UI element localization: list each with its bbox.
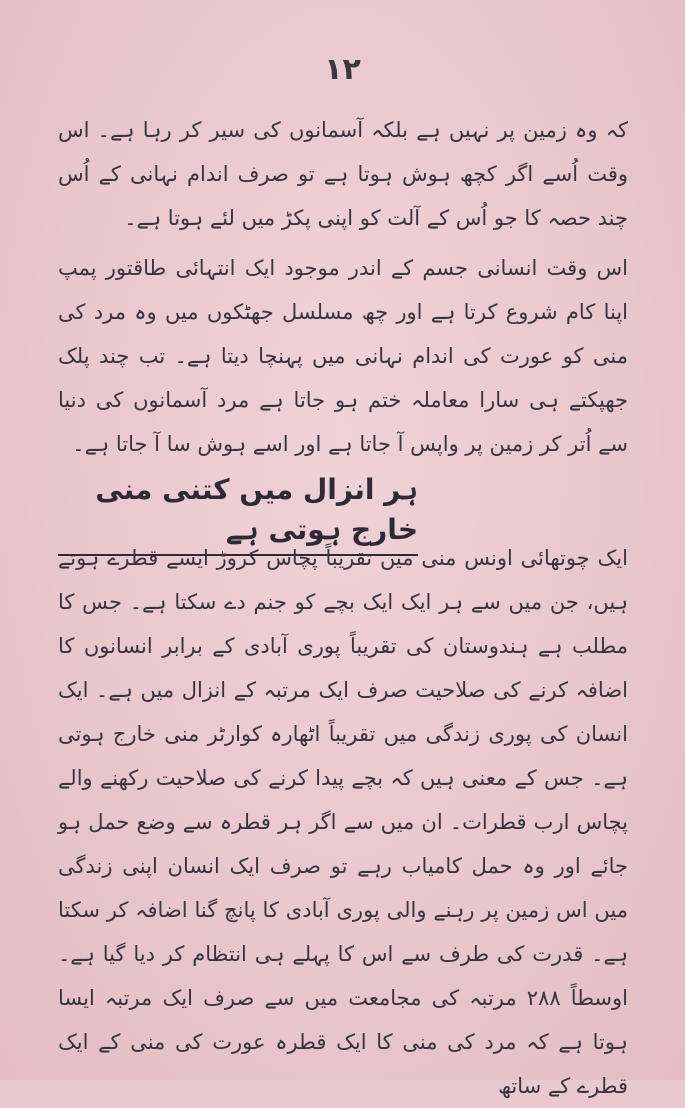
paragraph-3: ایک چوتھائی اونس منی میں تقریباً پچاس کروڑ ایسے قطرے ہوتے ہیں، جن میں سے ہر ایک ایک بچے کو جنم دے سکتا ہے۔ جس کا مطلب ہے ہندوستان کی تقریباً پوری آبادی کے برابر انسانوں کا اضافہ کرنے کی صلاحیت صرف ایک مرتبہ کے انزال میں ہے۔ ایک انسان کی پوری زندگی میں تقریباً اٹھارہ کوارٹر منی خارج ہوتی ہے۔ جس کے معنی ہیں کہ بچے پیدا کرنے کی صلاحیت رکھنے والے پچاس ارب قطرات۔ ان میں سے اگر ہر قطرہ سے وضع حمل ہو جائے اور وہ حمل کامیاب رہے تو صرف ایک انسان اپنی زندگی میں اس زمین پر رہنے والی پوری آبادی کا پانچ گنا اضافہ کر سکتا ہے۔ قدرت کی طرف سے اس کا پہلے ہی انتظام کر دیا گیا ہے۔ اوسطاً ۲۸۸ مرتبہ کی مجامعت میں سے صرف ایک مرتبہ ایسا ہوتا ہے کہ مرد کی منی کا ایک قطرہ عورت کی منی کے ایک قطرے کے ساتھ xyxy=(58,546,629,1098)
section-heading: ہر انزال میں کتنی منی خارج ہوتی ہے xyxy=(58,470,418,556)
paragraph-2: اس وقت انسانی جسم کے اندر موجود ایک انتہائی طاقتور پمپ اپنا کام شروع کرتا ہے اور چھ مسلسل جھٹکوں میں وہ مرد کی منی کو عورت کی اندام نہانی میں پہنچا دیتا ہے۔ تب چند پلک جھپکتے ہی سارا معاملہ ختم ہو جاتا ہے مرد آسمانوں کی دنیا سے اُتر کر زمین پر واپس آ جاتا ہے اور اسے ہوش سا آ جاتا ہے۔ xyxy=(58,256,628,456)
page-number: ۱۲ xyxy=(324,52,361,87)
paragraph-1: کہ وہ زمین پر نہیں ہے بلکہ آسمانوں کی سیر کر رہا ہے۔ اس وقت اُسے اگر کچھ ہوش ہوتا ہے تو صرف اندام نہانی کے اُس چند حصہ کا جو اُس کے آلت کو اپنی پکڑ میں لئے ہوتا ہے۔ xyxy=(58,118,628,230)
